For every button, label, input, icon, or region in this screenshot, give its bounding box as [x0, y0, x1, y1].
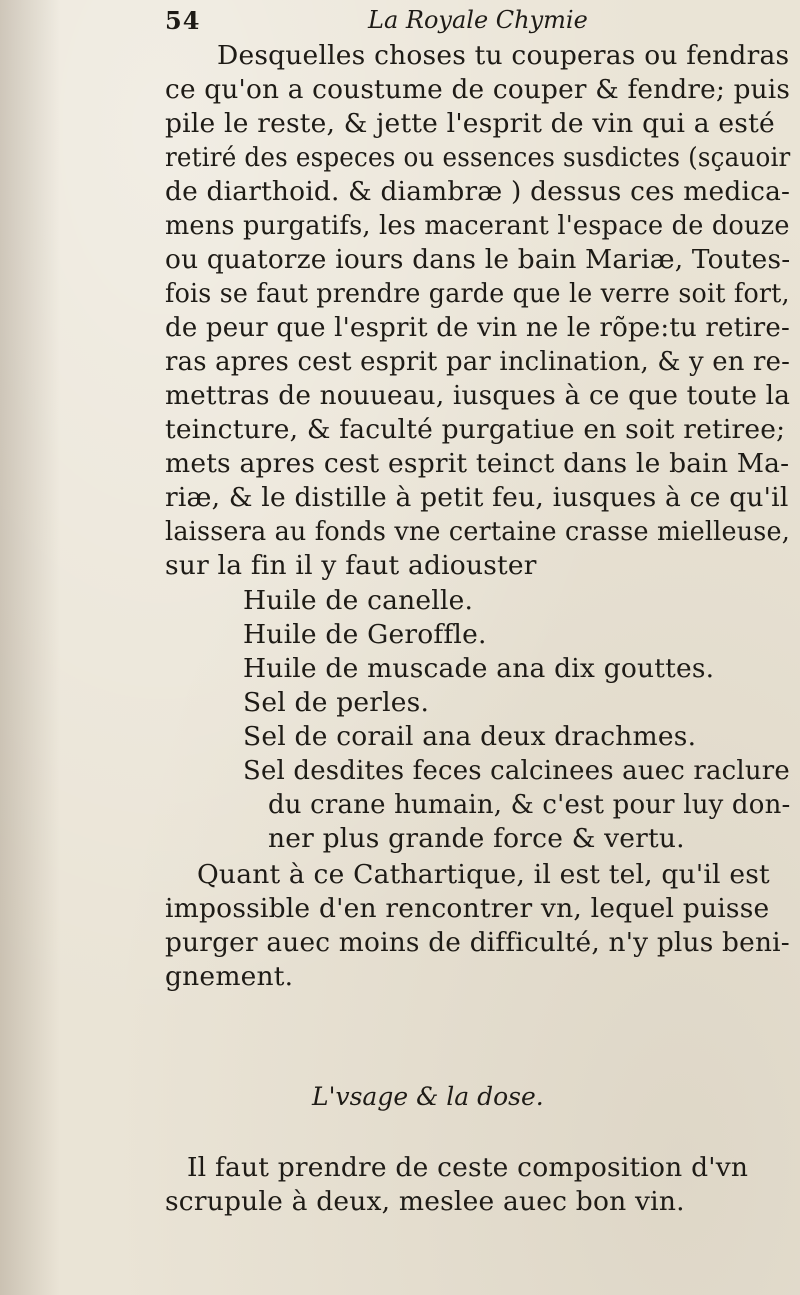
body-line: laissera au fonds vne certaine crasse mielleuse,: [165, 516, 790, 547]
ingredient-line: Sel desdites feces calcinees auec raclure: [243, 755, 790, 786]
body-line: ou quatorze iours dans le bain Mariæ, Toutes-: [165, 244, 791, 275]
ingredient-line: ner plus grande force & vertu.: [268, 823, 685, 854]
ingredient-line: Sel de corail ana deux drachmes.: [243, 721, 697, 752]
closing-line: Quant à ce Cathartique, il est tel, qu'il est: [197, 859, 770, 890]
closing-line: gnement.: [165, 961, 294, 992]
body-line: Desquelles choses tu couperas ou fendras: [217, 40, 790, 71]
final-line: Il faut prendre de ceste composition d'vn: [187, 1152, 749, 1183]
closing-line: purger auec moins de difficulté, n'y plus beni-: [165, 927, 790, 958]
body-line: pile le reste, & jette l'esprit de vin qui a esté: [165, 108, 775, 139]
body-line: de diarthoid. & diambræ ) dessus ces medica-: [165, 176, 791, 207]
ingredient-line: Huile de Geroffle.: [243, 619, 487, 650]
body-line: de peur que l'esprit de vin ne le rõpe:tu retire-: [165, 312, 790, 343]
body-line: sur la fin il y faut adiouster: [165, 550, 537, 581]
binding-shadow: [0, 0, 60, 1295]
body-line: ce qu'on a coustume de couper & fendre; puis: [165, 74, 791, 105]
ingredient-line: du crane humain, & c'est pour luy don-: [268, 789, 791, 820]
running-title: La Royale Chymie: [368, 6, 588, 34]
body-line: mettras de nouueau, iusques à ce que toute la: [165, 380, 791, 411]
ingredient-line: Sel de perles.: [243, 687, 430, 718]
body-line: ras apres cest esprit par inclination, & y en re-: [165, 346, 791, 377]
body-line: fois se faut prendre garde que le verre soit fort,: [165, 278, 790, 309]
body-line: mets apres cest esprit teinct dans le bain Ma-: [165, 448, 790, 479]
final-line: scrupule à deux, meslee auec bon vin.: [165, 1186, 685, 1217]
body-line: mens purgatifs, les macerant l'espace de douze: [165, 210, 790, 241]
body-line: retiré des especes ou essences susdictes (sçauoir: [165, 142, 791, 173]
section-title: L'vsage & la dose.: [312, 1082, 544, 1111]
closing-line: impossible d'en rencontrer vn, lequel puisse: [165, 893, 770, 924]
body-line: teincture, & faculté purgatiue en soit retiree;: [165, 414, 786, 445]
ingredient-line: Huile de muscade ana dix gouttes.: [243, 653, 715, 684]
ingredient-line: Huile de canelle.: [243, 585, 474, 616]
page-number: 54: [165, 6, 201, 35]
body-line: riæ, & le distille à petit feu, iusques à ce qu'il: [165, 482, 789, 513]
